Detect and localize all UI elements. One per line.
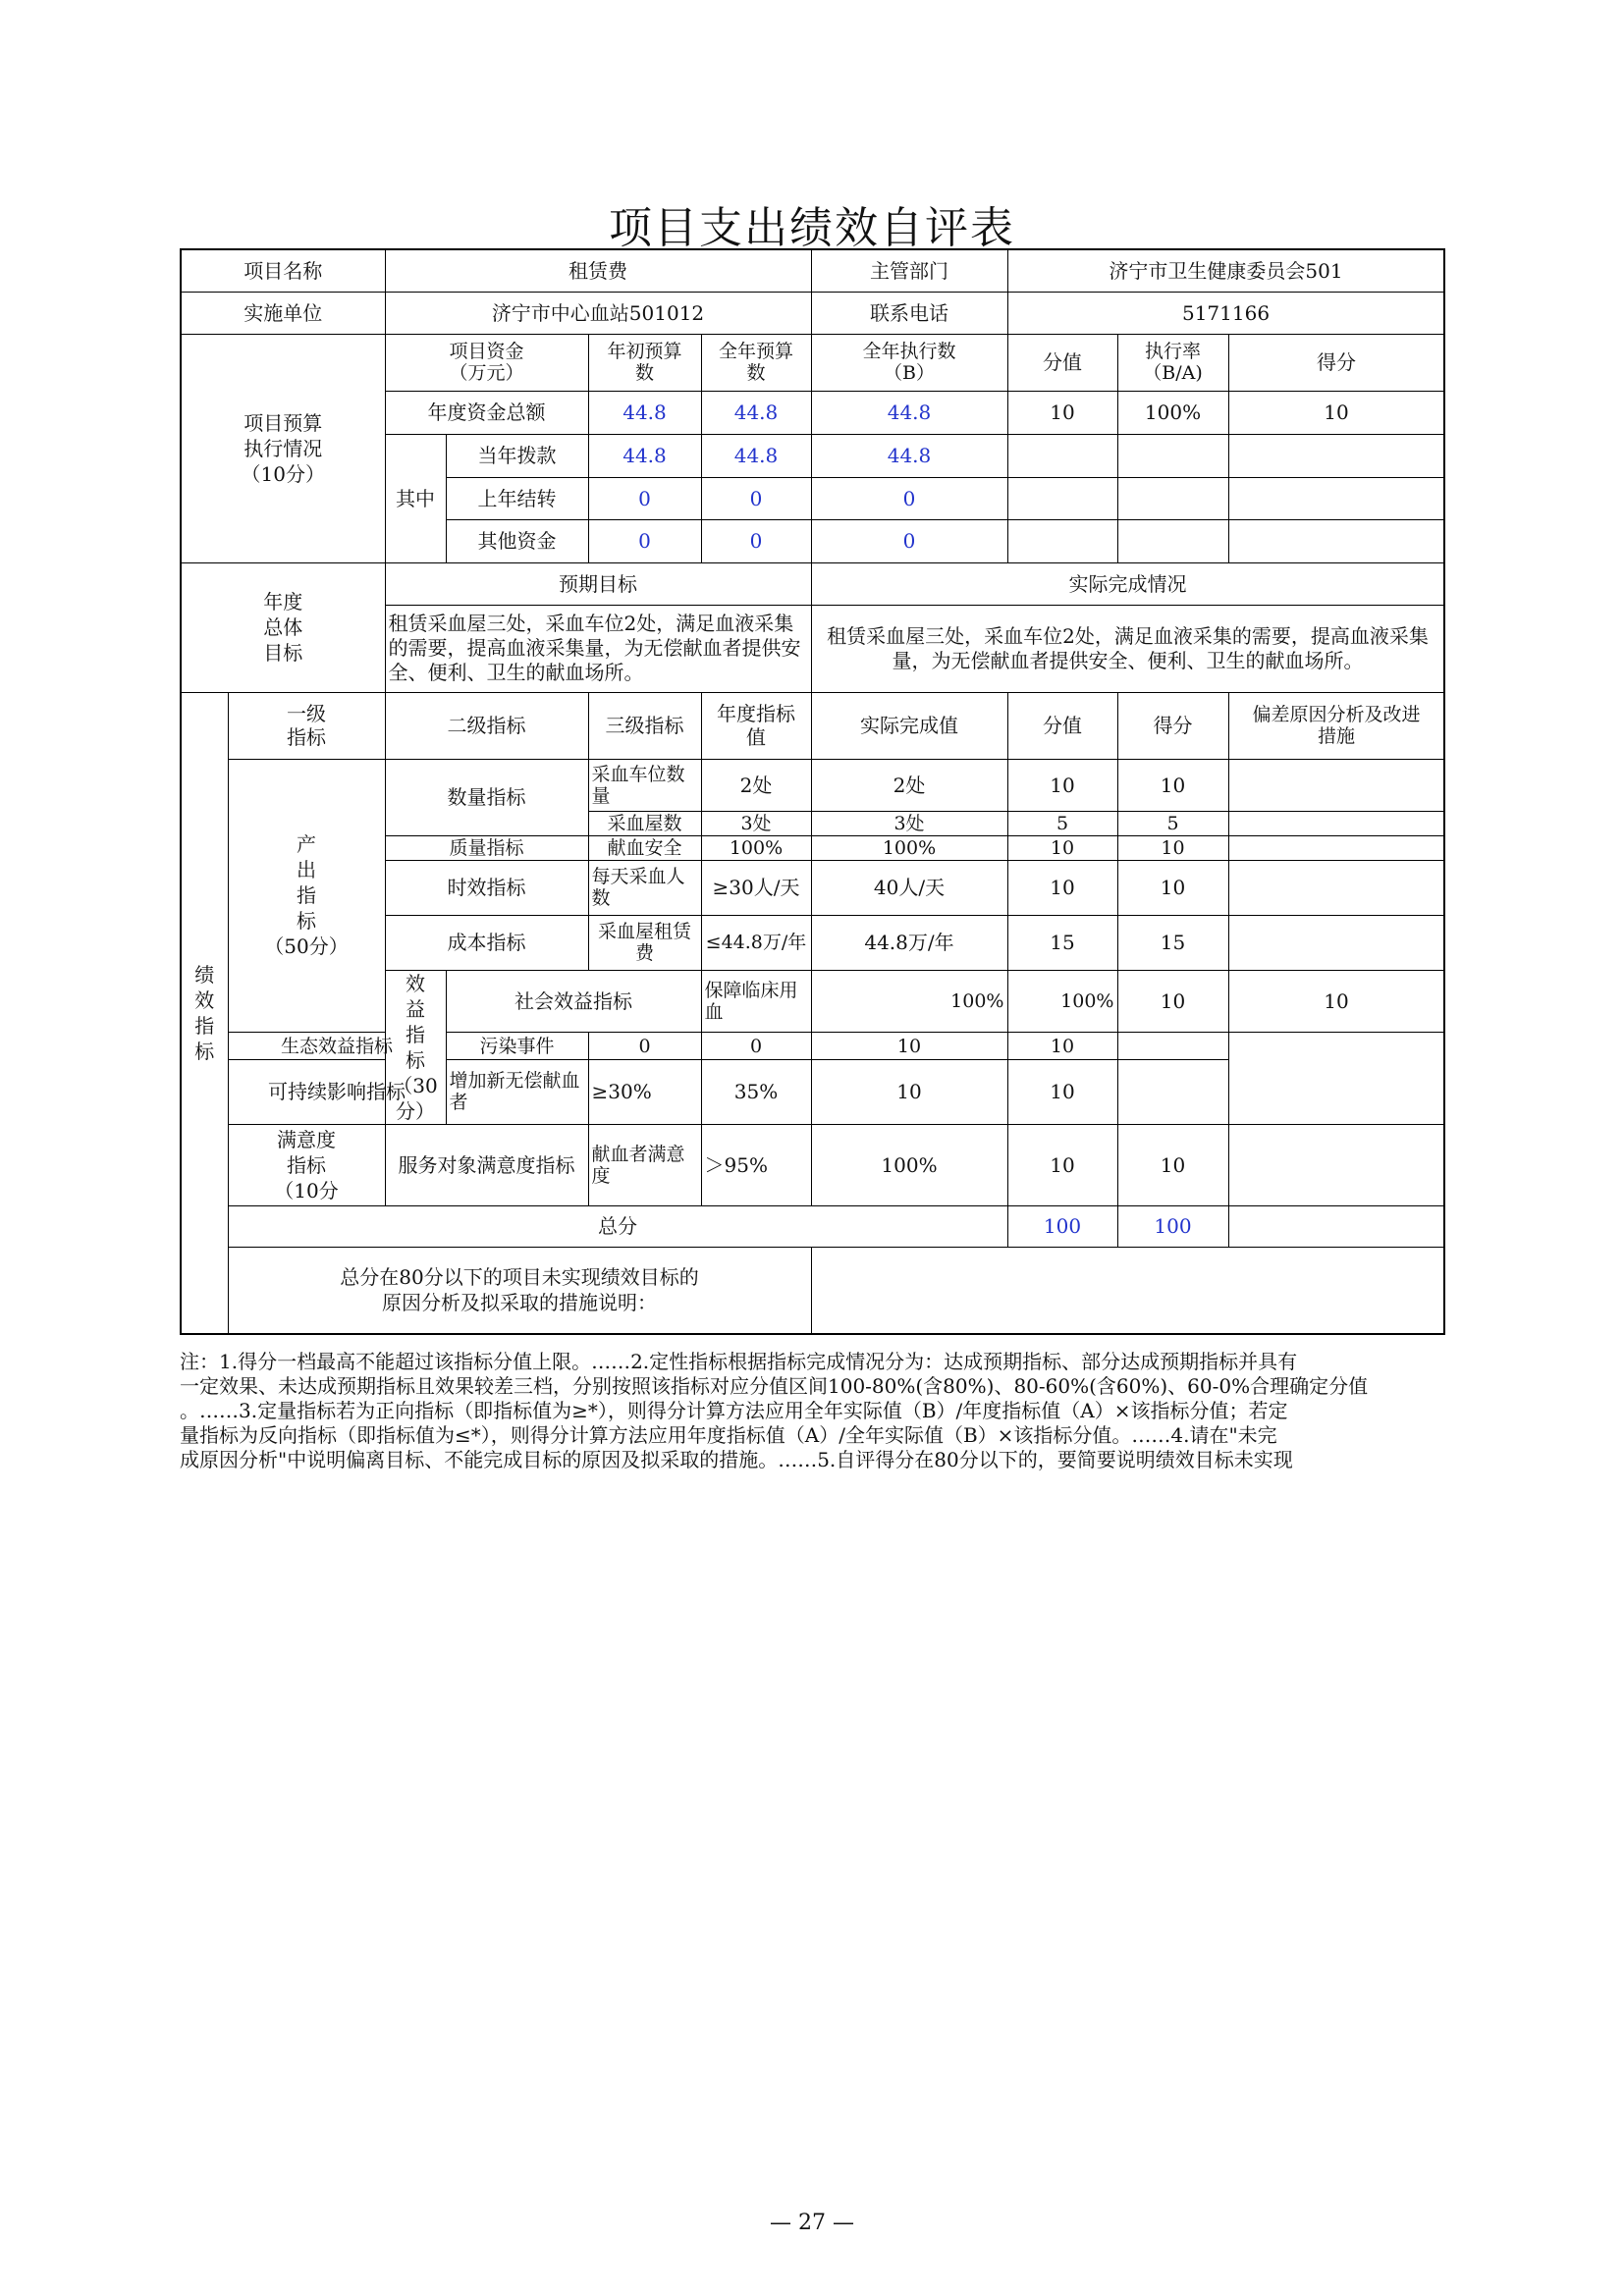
deviation [1228, 915, 1444, 970]
annual-target: 2处 [701, 759, 811, 811]
budget-section-label [181, 334, 385, 562]
indicators-section-label [181, 692, 228, 1334]
score-value: 10 [1007, 1124, 1117, 1205]
expected-goal-header: 预期目标 [385, 562, 811, 605]
hdr-score: 得分 [1117, 692, 1228, 759]
col-annual: 全年预算 数 [701, 334, 811, 391]
budget-initial: 0 [588, 477, 701, 519]
budget-section-text: 项目预算 执行情况 （10分） [241, 410, 325, 486]
score: 10 [1007, 1033, 1117, 1060]
l3-indicator: 保障临床用血 [701, 970, 811, 1033]
score-value: 10 [1117, 970, 1228, 1033]
deviation [1228, 835, 1444, 860]
budget-score [1228, 477, 1444, 519]
hdr-level1: 一级 指标 [228, 692, 385, 759]
budget-score: 10 [1228, 391, 1444, 434]
budget-rate [1117, 477, 1228, 519]
score: 5 [1117, 811, 1228, 835]
l3-indicator: 献血者满意度 [588, 1124, 701, 1205]
annual-target: ≤44.8万/年 [701, 915, 811, 970]
annual-target: 100% [811, 970, 1007, 1033]
dept-value: 济宁市卫生健康委员会501 [1007, 249, 1444, 292]
col-score: 得分 [1228, 334, 1444, 391]
budget-annual: 44.8 [701, 391, 811, 434]
of-which-label: 其中 [385, 434, 446, 562]
l3-indicator: 采血屋数 [588, 811, 701, 835]
actual-value: 3处 [811, 811, 1007, 835]
actual-value: 40人/天 [811, 860, 1007, 915]
deviation [1117, 1033, 1228, 1060]
goals-section-label [181, 562, 385, 692]
hdr-actual-value: 实际完成值 [811, 692, 1007, 759]
unit-value: 济宁市中心血站501012 [385, 292, 811, 334]
goals-section-text: 年度 总体 目标 [263, 590, 303, 665]
deviation [1228, 811, 1444, 835]
hdr-deviation: 偏差原因分析及改进 措施 [1228, 692, 1444, 759]
col-fund: 项目资金 （万元） [385, 334, 588, 391]
indicators-section-text: 绩 效 指 标 [194, 962, 215, 1063]
satisfaction-indicators-label [228, 1124, 385, 1205]
output-indicators-text: 产 出 指 标 （50分） [264, 832, 349, 959]
score-value: 15 [1007, 915, 1117, 970]
hdr-level3: 三级指标 [588, 692, 701, 759]
score: 10 [1007, 1060, 1117, 1124]
actual-value: 44.8万/年 [811, 915, 1007, 970]
annual-target: ≥30人/天 [701, 860, 811, 915]
score: 10 [1117, 759, 1228, 811]
l3-indicator: 增加新无偿献血者 [446, 1060, 588, 1124]
score-value: 5 [1007, 811, 1117, 835]
budget-rate [1117, 519, 1228, 562]
total-value: 100 [1007, 1205, 1117, 1247]
actual-goal-header: 实际完成情况 [811, 562, 1444, 605]
total-score: 100 [1117, 1205, 1228, 1247]
col-rate: 执行率 （B/A) [1117, 334, 1228, 391]
footnote-line: 一定效果、未达成预期指标且效果较差三档，分别按照该指标对应分值区间100-80%(含80%)、80-60%(含60%)、60-0%合理确定分值 [180, 1374, 1369, 1398]
footnote-line: 。……3.定量指标若为正向指标（即指标值为≥*），则得分计算方法应用全年实际值（B）/年度指标值（A）×该指标分值；若定 [180, 1399, 1288, 1422]
budget-row-label: 其他资金 [446, 519, 588, 562]
unit-label: 实施单位 [181, 292, 385, 334]
annual-target: 0 [588, 1033, 701, 1060]
quantity-indicator-label: 数量指标 [385, 759, 588, 835]
budget-rate: 100% [1117, 391, 1228, 434]
actual-value: 100% [811, 1124, 1007, 1205]
l2-indicator: 生态效益指标 [228, 1033, 446, 1060]
score-value: 10 [1007, 835, 1117, 860]
output-indicators-label [228, 759, 385, 1033]
budget-annual: 0 [701, 519, 811, 562]
col-score-value: 分值 [1007, 334, 1117, 391]
score: 10 [1117, 860, 1228, 915]
annual-target: 100% [701, 835, 811, 860]
budget-annual: 0 [701, 477, 811, 519]
satisfaction-indicators-text: 满意度 指标 （10分 [274, 1127, 339, 1202]
performance-table [180, 248, 1445, 1335]
budget-value [1007, 519, 1117, 562]
l3-indicator: 献血安全 [588, 835, 701, 860]
hdr-score-value: 分值 [1007, 692, 1117, 759]
budget-value [1007, 434, 1117, 477]
actual-value: 2处 [811, 759, 1007, 811]
score-value: 10 [811, 1033, 1007, 1060]
budget-value: 10 [1007, 391, 1117, 434]
phone-label: 联系电话 [811, 292, 1007, 334]
hdr-level2: 二级指标 [385, 692, 588, 759]
actual-goal-text: 租赁采血屋三处，采血车位2处，满足血液采集的需要，提高血液采集量，为无偿献血者提供安全、便利、卫生的献血场所。 [811, 605, 1444, 692]
deviation [1117, 1060, 1228, 1124]
footnote [180, 1350, 1446, 1472]
score: 15 [1117, 915, 1228, 970]
expected-goal-text: 租赁采血屋三处，采血车位2处，满足血液采集的需要，提高血液采集量，为无偿献血者提供安全、便利、卫生的献血场所。 [385, 605, 811, 692]
dept-label: 主管部门 [811, 249, 1007, 292]
actual-value: 100% [811, 835, 1007, 860]
budget-row-label: 上年结转 [446, 477, 588, 519]
deviation [1228, 1124, 1444, 1205]
budget-initial: 44.8 [588, 391, 701, 434]
page-title: 项目支出绩效自评表 [609, 203, 1015, 253]
actual-value: 100% [1007, 970, 1117, 1033]
footnote-line: 成原因分析"中说明偏离目标、不能完成目标的原因及拟采取的措施。……5.自评得分在80分以下的，要简要说明绩效目标未实现 [180, 1448, 1293, 1471]
l2-indicator: 社会效益指标 [446, 970, 701, 1033]
score-value: 10 [811, 1060, 1007, 1124]
l3-indicator: 每天采血人数 [588, 860, 701, 915]
benefit-indicators-text: 效 益 指 标 （30分） [393, 971, 438, 1123]
explanation-label: 总分在80分以下的项目未实现绩效目标的 原因分析及拟采取的措施说明： [228, 1247, 811, 1334]
footnote-line: 量指标为反向指标（即指标值为≤*），则得分计算方法应用年度指标值（A）/全年实际值（B）×该指标分值。……4.请在"未完 [180, 1423, 1277, 1447]
l2-indicator: 成本指标 [385, 915, 588, 970]
budget-value [1007, 477, 1117, 519]
l3-indicator: 污染事件 [446, 1033, 588, 1060]
budget-initial: 44.8 [588, 434, 701, 477]
score: 10 [1117, 835, 1228, 860]
annual-target: 3处 [701, 811, 811, 835]
score: 10 [1117, 1124, 1228, 1205]
budget-row-label: 年度资金总额 [385, 391, 588, 434]
score: 10 [1228, 970, 1444, 1033]
l3-indicator: 采血车位数量 [588, 759, 701, 811]
budget-score [1228, 434, 1444, 477]
l2-indicator: 时效指标 [385, 860, 588, 915]
budget-exec: 44.8 [811, 391, 1007, 434]
l3-indicator: 采血屋租赁费 [588, 915, 701, 970]
annual-target: ＞95% [701, 1124, 811, 1205]
col-initial: 年初预算 数 [588, 334, 701, 391]
budget-exec: 0 [811, 519, 1007, 562]
deviation [1228, 860, 1444, 915]
hdr-annual-value: 年度指标 值 [701, 692, 811, 759]
explanation-text [811, 1247, 1444, 1334]
l2-indicator: 质量指标 [385, 835, 588, 860]
actual-value: 35% [701, 1060, 811, 1124]
l2-indicator: 可持续影响指标 [228, 1060, 446, 1124]
budget-row-label: 当年拨款 [446, 434, 588, 477]
score-value: 10 [1007, 860, 1117, 915]
l2-indicator: 服务对象满意度指标 [385, 1124, 588, 1205]
budget-score [1228, 519, 1444, 562]
budget-rate [1117, 434, 1228, 477]
budget-exec: 44.8 [811, 434, 1007, 477]
annual-target: ≥30% [588, 1060, 701, 1124]
total-label: 总分 [228, 1205, 1007, 1247]
footnote-line: 注：1.得分一档最高不能超过该指标分值上限。……2.定性指标根据指标完成情况分为：达成预期指标、部分达成预期指标并具有 [180, 1350, 1298, 1373]
project-name-value: 租赁费 [385, 249, 811, 292]
budget-exec: 0 [811, 477, 1007, 519]
score-value: 10 [1007, 759, 1117, 811]
total-deviation [1228, 1205, 1444, 1247]
actual-value: 0 [701, 1033, 811, 1060]
col-exec: 全年执行数 （B） [811, 334, 1007, 391]
phone-value: 5171166 [1007, 292, 1444, 334]
project-name-label: 项目名称 [181, 249, 385, 292]
page-number: — 27 — [770, 2211, 854, 2235]
deviation [1228, 759, 1444, 811]
budget-initial: 0 [588, 519, 701, 562]
budget-annual: 44.8 [701, 434, 811, 477]
